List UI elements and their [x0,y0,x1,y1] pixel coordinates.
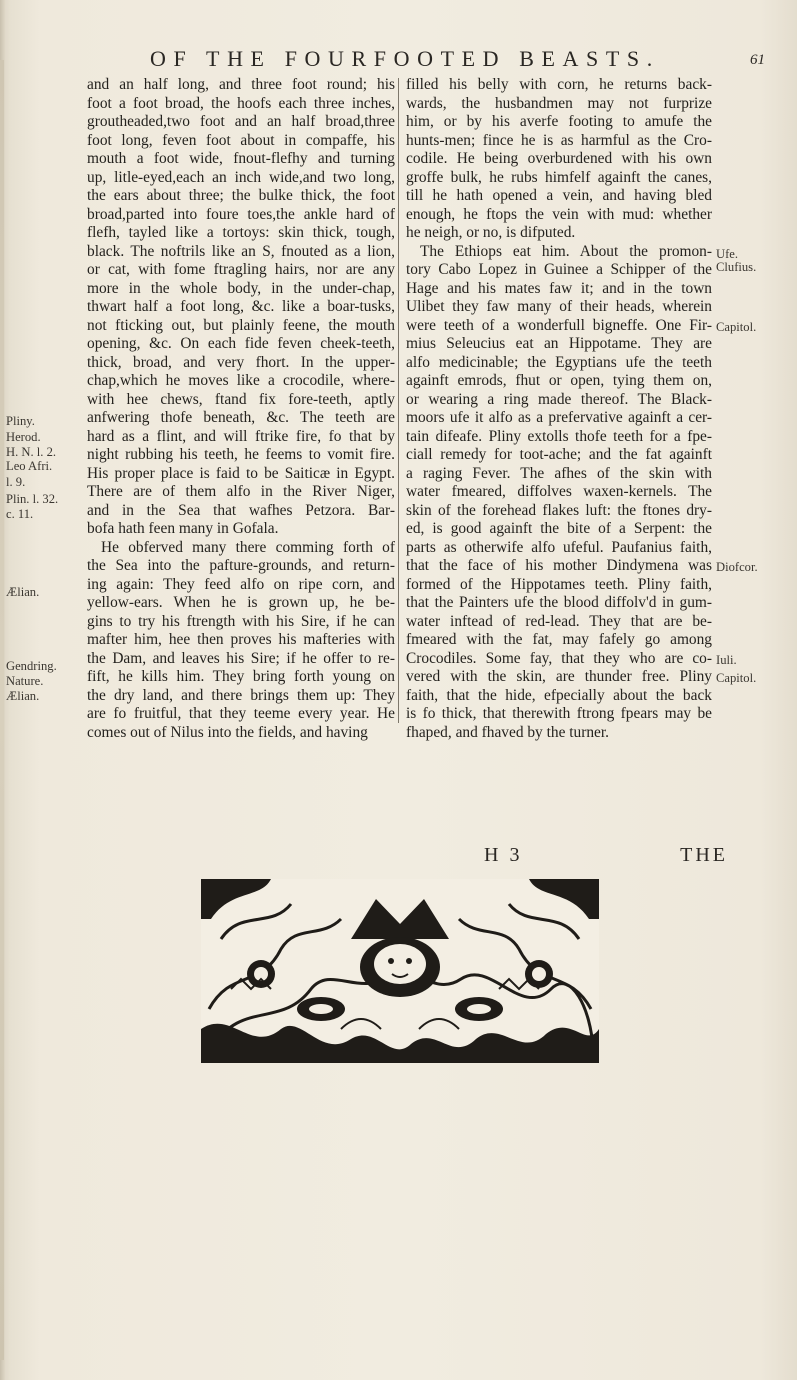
margin-note-left: Nature. [6,674,44,688]
left-text-column [87,76,395,742]
text-line: Hage and his mates faw it; and in the town [406,279,712,297]
catchword-line [484,844,746,870]
text-line: thick, broad, and very fhort. In the upper- [87,353,395,371]
text-line: anfwering thofe beneath, &c. The teeth are [87,409,395,426]
text-line: the ears about three; the bulke thick, the foot [87,187,395,204]
page-number: 61 [750,52,765,68]
margin-note-right: Iuli. [716,653,737,667]
text-line: or wearing a ring made thereof. The Black- [406,390,712,408]
text-line: hunts-men; fince he is as harmful as the Cro- [406,131,712,149]
text-line: are fo fruitful, that they teeme every year. He [87,705,395,722]
text-line: or cat, with fome ftragling hairs, nor are any [87,261,395,278]
text-line: water fmeared, diffolves waxen-kernels. The [406,483,712,500]
text-line: is fo thick, that therewith ftrong fpears may be [406,705,712,722]
text-line: the Dam, and leaves his Sire; if he offer to re- [87,649,395,667]
text-line: hard as a flint, and will ftrike fire, fo that by [87,427,395,445]
text-line: foot long, feven foot about in compaffe, his [87,131,395,149]
margin-note-left: Gendring. [6,659,57,673]
woodcut-ornament [201,879,599,1063]
text-line: he neigh, or no, is difputed. [406,224,576,241]
right-text-column [406,76,712,742]
text-line: skin of the forehead flakes luft: the ftones dry- [406,501,712,519]
text-line: and an half long, and three foot round; his [87,76,395,93]
text-line: There are of them alfo in the River Niger, [87,483,395,500]
catchword: THE [680,844,728,866]
text-line: up, litle-eyed,each an inch wide,and two long, [87,168,395,186]
text-line: filled his belly with corn, he returns back- [406,76,712,93]
text-line: till he hath opened a vein, and having bled [406,187,712,204]
text-line: chap,which he moves like a crocodile, where- [87,372,395,389]
text-line: a raging Fever. The afhes of the skin with [406,464,712,482]
text-line: His proper place is faid to be Saiticæ in Egypt. [87,464,395,482]
text-line: mafter him, hee then proves his mafteries with [87,631,395,648]
text-line: the Sea into the pafture-grounds, and return- [87,557,395,574]
text-line: the dry land, and there brings them up: They [87,686,395,704]
margin-note-right: Capitol. [716,320,757,334]
text-line: broad,parted into foure toes,the ankle hard of [87,205,395,223]
text-line: and in the Sea that wafhes Petzora. Bar- [87,501,395,519]
text-line: tory Cabo Lopez in Guinee a Schipper of the [406,261,712,278]
margin-note-left: Plin. l. 32. [6,492,59,506]
text-line: more in the whole body, in the under-chap, [87,279,395,297]
margin-note-left: H. N. l. 2. [6,445,57,459]
text-line: faith, that the hide, efpecially about the back [406,686,712,704]
text-line: with hee chews, ftand fix fore-teeth, aptly [87,390,395,408]
text-line: opening, &c. On each fide feven cheek-teeth, [87,335,395,352]
text-line: ciall remedy for toot-ache; and the fat againft [406,446,712,463]
text-line: flefh, tayled like a tortoys: skin thick, tough, [87,224,395,241]
text-line: fhaped, and fhaved by the turner. [406,723,609,741]
margin-note-right: Capitol. [716,671,757,685]
text-line: Ulibet they faw many of their heads, wherein [406,298,712,315]
text-line: mius Seleucius eat an Hippotame. They are [406,335,712,352]
text-line: fift, he kills him. They bring forth young on [87,668,395,685]
text-line: yellow-ears. When he is grown up, he be- [87,594,395,611]
margin-note-left: Ælian. [6,689,40,703]
text-line: groutheaded,two foot and an half broad,three [87,113,395,130]
text-line: not fticking out, but plainly feene, the mouth [87,316,395,334]
margin-note-left: Pliny. [6,414,35,428]
text-line: that the face of his mother Dindymena was [406,557,712,574]
margin-note-left: l. 9. [6,475,26,489]
signature-mark: H 3 [484,844,523,866]
column-rule [398,78,399,723]
text-line: againft emrods, fhut or open, tying them on, [406,372,712,389]
text-line: night rubbing his teeth, he feems to vomit fire. [87,446,395,463]
margin-note-right: Clufius. [716,260,757,274]
margin-note-right: Diofcor. [716,560,758,574]
margin-note-left: Herod. [6,430,41,444]
text-line: him, or by his averfe footing to amufe the [406,113,712,130]
text-line: alfo medicinable; the Egyptians ufe the teeth [406,353,712,371]
text-line: mouth a foot wide, fnout-flefhy and turning [87,150,395,167]
text-line: that the Painters ufe the blood diffolv'd in gum- [406,594,712,611]
text-line: ing again: They feed alfo on ripe corn, and [87,575,395,593]
text-line: ed, is good againft the bite of a Serpent: the [406,520,712,537]
margin-note-left: c. 11. [6,507,34,521]
text-line: moors ufe it alfo as a prefervative againft a cer- [406,409,712,426]
text-line: were teeth of a wonderfull bigneffe. One Fir- [406,316,712,334]
page-edge [0,60,4,1360]
text-line: bofa hath feen many in Gofala. [87,520,279,537]
margin-note-left: Leo Afri. [6,459,53,473]
text-line: vered with the skin, are thunder free. Pliny [406,668,712,685]
text-line: black. The noftrils like an S, fnouted as a lion, [87,242,395,260]
text-line: formed of the Hippotames teeth. Pliny faith, [406,575,712,593]
text-line: wards, the husbandmen may not furprize [406,94,712,112]
text-line: He obferved many there comming forth of [101,538,395,556]
text-line: groffe bulk, he rubs himfelf againft the canes, [406,168,712,186]
text-line: foot a foot broad, the hoofs each three inches, [87,94,395,112]
text-line: Crocodiles. Some fay, that they who are co- [406,649,712,667]
text-line: enough, he ftops the vein with mud: whether [406,205,712,223]
text-line: parts as otherwife alfo ufeful. Paufanius faith, [406,538,712,556]
text-line: The Ethiops eat him. About the promon- [420,242,712,260]
text-line: tain difeafe. Pliny extolls thofe teeth for a fpe- [406,427,712,445]
margin-note-right: Ufe. [716,247,739,261]
text-line: water inftead of red-lead. They that are be- [406,612,712,630]
text-line: gins to try his ftrength with his Sire, if he can [87,612,395,630]
margin-note-left: Ælian. [6,585,40,599]
text-line: codile. He being overburdened with his own [406,150,712,167]
text-line: thwart half a foot long, &c. like a boar-tusks, [87,298,395,315]
text-line: fmeared with the fat, may fafely go among [406,631,712,648]
running-title: OF THE FOURFOOTED BEASTS. [150,46,660,71]
text-line: comes out of Nilus into the fields, and having [87,723,368,741]
